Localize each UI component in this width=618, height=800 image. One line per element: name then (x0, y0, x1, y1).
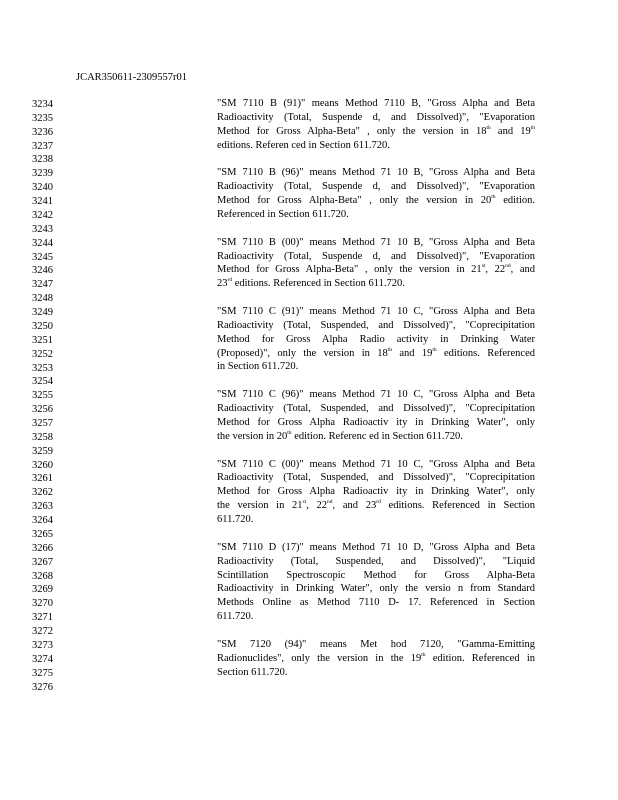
text-run: edition. Referenced in (425, 652, 535, 664)
text-run: editions. Referenced in Section 611.720. (232, 278, 405, 290)
paragraph-line (217, 485, 535, 499)
text-run: Method for Gross Alpha-Beta" , only the version in 21 (217, 264, 482, 276)
ordinal-superscript: th (486, 124, 491, 131)
definition-paragraph (217, 458, 535, 527)
paragraph-line (217, 430, 535, 444)
line-number: 3267 (32, 556, 53, 568)
text-run: Radioactivity in Drinking Water", only the versio n from Standard (217, 583, 535, 595)
text-run: "SM 7110 C (96)" means Method 71 10 C, "Gross Alpha and Beta (217, 389, 535, 401)
text-run: "SM 7110 B (00)" means Method 71 10 B, "Gross Alpha and Beta (217, 236, 535, 248)
text-run: and 19 (490, 125, 531, 137)
paragraph-line (217, 125, 535, 139)
line-number: 3273 (32, 639, 53, 651)
definition-paragraph (217, 97, 535, 152)
text-run: Radioactivity (Total, Suspended, and Dissolved)", "Coprecipitation (217, 472, 535, 484)
text-run: Method for Gross Alpha Radioactiv ity in Drinking Water", only (217, 486, 535, 498)
paragraph-line (217, 652, 535, 666)
text-run: Radioactivity (Total, Suspended, and Dissolved)", "Liquid (217, 555, 535, 567)
text-run: Method for Gross Alpha Radioactiv ity in Drinking Water", only (217, 416, 535, 428)
definition-paragraph (217, 305, 535, 374)
line-number: 3250 (32, 320, 53, 332)
line-number: 3262 (32, 487, 53, 499)
paragraph-line (217, 305, 535, 319)
line-number: 3238 (32, 154, 53, 166)
paragraph-line (217, 97, 535, 111)
ordinal-superscript: th (432, 346, 437, 353)
text-run: "SM 7110 D (17)" means Method 71 10 D, "Gross Alpha and Beta (217, 541, 535, 553)
paragraph-line (217, 541, 535, 555)
paragraph-line (217, 458, 535, 472)
paragraph-line (217, 250, 535, 264)
text-run: "SM 7110 B (96)" means Method 71 10 B, "Gross Alpha and Beta (217, 167, 535, 179)
text-run: edition. Referenc ed in Section 611.720. (291, 430, 463, 442)
line-number: 3236 (32, 126, 53, 138)
text-run: and 19 (392, 347, 433, 359)
line-number: 3253 (32, 362, 53, 374)
text-run: , 22 (306, 500, 328, 512)
line-number: 3260 (32, 459, 53, 471)
text-run: Methods Online as Method 7110 D- 17. Referenced in Section (217, 597, 535, 609)
line-number: 3243 (32, 223, 53, 235)
line-number: 3235 (32, 112, 53, 124)
text-run: , 22 (485, 264, 506, 276)
paragraph-line (217, 347, 535, 361)
line-number: 3268 (32, 570, 53, 582)
paragraph-line (217, 402, 535, 416)
line-number: 3251 (32, 334, 53, 346)
definition-paragraph (217, 236, 535, 291)
paragraph-line (217, 416, 535, 430)
text-run: Radioactivity (Total, Suspende d, and Dissolved)", "Evaporation (217, 181, 535, 193)
ordinal-superscript: nd (505, 263, 511, 270)
text-run: Referenced in Section 611.720. (217, 208, 349, 220)
line-number: 3239 (32, 168, 53, 180)
line-number: 3264 (32, 515, 53, 527)
paragraph-line (217, 388, 535, 402)
ordinal-superscript: th (287, 429, 292, 436)
text-run: 611.720. (217, 514, 254, 526)
line-number: 3247 (32, 279, 53, 291)
text-run: the version in 21 (217, 500, 303, 512)
paragraph-line (217, 569, 535, 583)
ordinal-superscript: nd (327, 499, 333, 506)
line-number: 3261 (32, 473, 53, 485)
ordinal-superscript: st (302, 499, 307, 506)
line-number: 3265 (32, 528, 53, 540)
line-number: 3240 (32, 182, 53, 194)
line-number: 3258 (32, 431, 53, 443)
line-number: 3272 (32, 626, 53, 638)
paragraph-line (217, 333, 535, 347)
text-run: Radioactivity (Total, Suspended, and Dissolved)", "Coprecipitation (217, 319, 535, 331)
line-number: 3276 (32, 681, 53, 693)
ordinal-superscript: rd (376, 499, 381, 506)
text-run: 611.720. (217, 611, 254, 623)
text-run: Method for Gross Alpha Radio activity in Drinking Water (217, 333, 535, 345)
ordinal-superscript: st (481, 263, 486, 270)
text-run: Scintillation Spectroscopic Method for Gross Alpha-Beta (217, 569, 535, 581)
text-run: 23 (217, 278, 228, 290)
paragraph-line (217, 499, 535, 513)
paragraph-line (217, 582, 535, 596)
line-number: 3256 (32, 404, 53, 416)
definition-paragraph (217, 166, 535, 221)
text-run: Section 611.720. (217, 666, 288, 678)
paragraph-line (217, 277, 535, 291)
line-number: 3246 (32, 265, 53, 277)
line-number: 3263 (32, 501, 53, 513)
text-run: "SM 7110 C (91)" means Method 71 10 C, "Gross Alpha and Beta (217, 306, 535, 318)
paragraph-line (217, 610, 535, 624)
paragraph-line (217, 513, 535, 527)
line-number: 3248 (32, 293, 53, 305)
text-run: editions. Referenced (436, 347, 536, 359)
line-number: 3237 (32, 140, 53, 152)
line-number: 3234 (32, 99, 53, 110)
line-number: 3269 (32, 584, 53, 596)
paragraph-line (217, 596, 535, 610)
ordinal-superscript: th (387, 346, 393, 353)
paragraph-line (217, 166, 535, 180)
paragraph-line (217, 111, 535, 125)
line-number: 3257 (32, 418, 53, 429)
text-run: , and 23 (332, 500, 377, 512)
text-run: in Section 611.720. (217, 361, 299, 373)
paragraph-line (217, 236, 535, 250)
line-number: 3245 (32, 251, 53, 263)
paragraph-line (217, 194, 535, 208)
paragraph-line (217, 471, 535, 485)
definition-paragraph (217, 388, 535, 443)
line-number: 3259 (32, 445, 53, 457)
paragraph-line (217, 263, 535, 277)
line-number: 3255 (32, 390, 53, 402)
line-number: 3241 (32, 196, 53, 208)
line-number: 3266 (32, 542, 53, 554)
text-run: Method for Gross Alpha-Beta" , only the version in 20 (217, 195, 492, 207)
line-number: 3252 (32, 348, 53, 360)
line-number: 3242 (32, 209, 53, 221)
paragraph-line (217, 666, 535, 680)
line-number: 3275 (32, 667, 53, 679)
line-number: 3244 (32, 237, 53, 249)
paragraph-line (217, 360, 535, 374)
ordinal-superscript: th (491, 194, 496, 201)
text-run: Radioactivity (Total, Suspende d, and Dissolved)", "Evaporation (217, 111, 535, 123)
text-run: (Proposed)", only the version in 18 (217, 347, 388, 359)
paragraph-line (217, 208, 535, 222)
text-run: , and (510, 264, 535, 276)
definition-paragraph (217, 638, 535, 680)
text-run: the version in 20 (217, 430, 288, 442)
text-run: Radioactivity (Total, Suspende d, and Dissolved)", "Evaporation (217, 250, 535, 262)
text-run: "SM 7110 B (91)" means Method 7110 B, "Gross Alpha and Beta (217, 98, 535, 109)
paragraph-line (217, 139, 535, 153)
document-id-header: JCAR350611-2309557r01 (76, 72, 188, 83)
text-run: editions. Referenced in Section (380, 500, 536, 512)
line-number: 3270 (32, 598, 53, 610)
text-run: "SM 7120 (94)" means Met hod 7120, "Gamma-Emitting (217, 638, 535, 650)
paragraph-line (217, 180, 535, 194)
text-run: edition. (495, 195, 535, 207)
line-number: 3254 (32, 376, 53, 388)
text-run: Radionuclides", only the version in the 19 (217, 652, 422, 664)
text-run: Method for Gross Alpha-Beta" , only the version in 18 (217, 125, 487, 137)
paragraph-line (217, 555, 535, 569)
paragraph-line (217, 319, 535, 333)
ordinal-superscript: th (421, 651, 426, 658)
line-number: 3274 (32, 653, 53, 665)
line-number: 3271 (32, 612, 53, 624)
ordinal-superscript: th (530, 124, 535, 131)
text-run: Radioactivity (Total, Suspended, and Dissolved)", "Coprecipitation (217, 403, 535, 415)
paragraph-line (217, 638, 535, 652)
definition-paragraph (217, 541, 535, 624)
ordinal-superscript: rd (227, 277, 233, 284)
line-number: 3249 (32, 307, 53, 319)
text-run: "SM 7110 C (00)" means Method 71 10 C, "Gross Alpha and Beta (217, 458, 535, 470)
text-run: editions. Referen ced in Section 611.720. (217, 139, 390, 151)
